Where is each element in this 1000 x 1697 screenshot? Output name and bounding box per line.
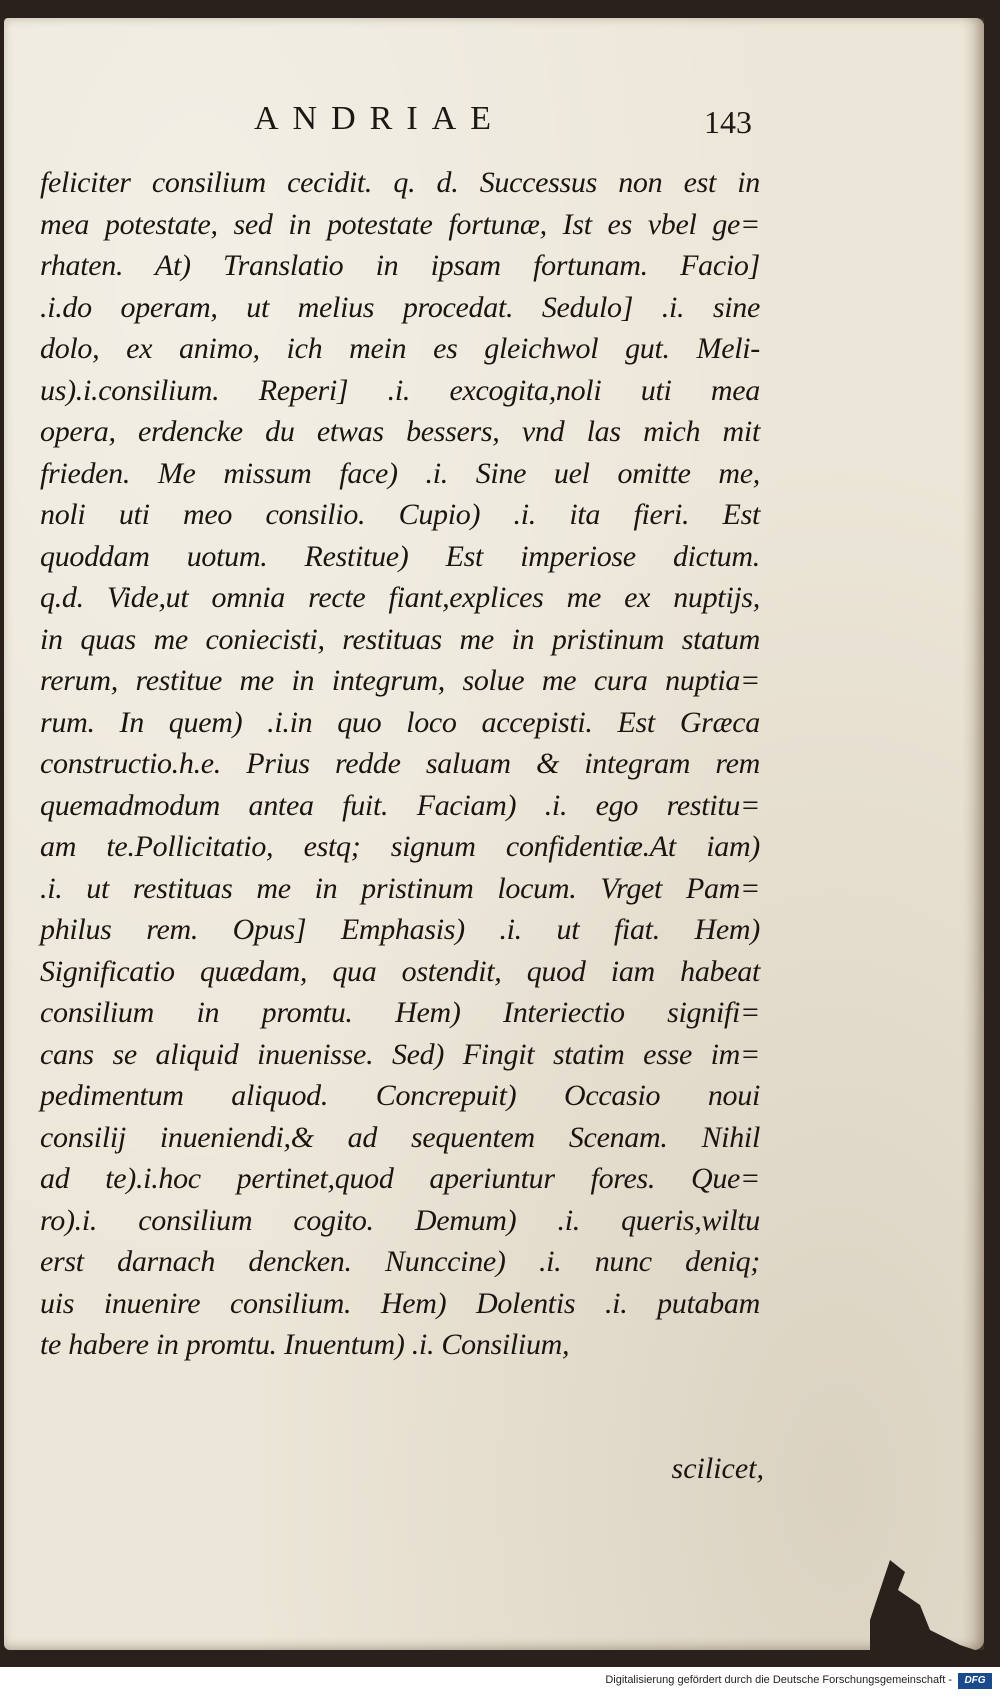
text-line: quoddam uotum. Restitue) Est imperiose dictum.: [40, 539, 760, 573]
text-line: philus rem. Opus] Emphasis) .i. ut fiat. Hem): [40, 913, 760, 946]
text-line: uis inuenire consilium. Hem) Dolentis .i. putabam: [40, 1286, 760, 1320]
text-line: erst darnach dencken. Nunccine) .i. nunc deniq;: [40, 1245, 760, 1278]
text-line: consilium in promtu. Hem) Interiectio signifi=: [40, 996, 760, 1029]
digitization-footer: [0, 1667, 1000, 1697]
text-line: rerum, restitue me in integrum, solue me cura nuptia=: [40, 664, 760, 697]
text-line: consilij inueniendi,& ad sequentem Scenam. Nihil: [40, 1120, 760, 1154]
torn-corner: [870, 1560, 990, 1660]
text-line: q.d. Vide,ut omnia recte fiant,explices me ex nuptijs,: [40, 581, 760, 614]
text-line: us).i.consilium. Reperi] .i. excogita,noli uti mea: [40, 373, 760, 407]
text-line: feliciter consilium cecidit. q. d. Successus non est in: [40, 166, 760, 199]
text-line: rhaten. At) Translatio in ipsam fortunam. Facio]: [40, 249, 760, 282]
text-line: quemadmodum antea fuit. Faciam) .i. ego restitu=: [40, 788, 760, 822]
text-line: mea potestate, sed in potestate fortunæ, Ist es vbel ge=: [40, 207, 760, 241]
text-line: .i.do operam, ut melius procedat. Sedulo] .i. sine: [40, 290, 760, 324]
text-line: Significatio quædam, qua ostendit, quod iam habeat: [40, 954, 760, 988]
text-line: ad te).i.hoc pertinet,quod aperiuntur fores. Que=: [40, 1162, 760, 1195]
dfg-logo: DFG: [958, 1673, 992, 1689]
text-line: noli uti meo consilio. Cupio) .i. ita fieri. Est: [40, 498, 760, 531]
catchword: scilicet,: [671, 1452, 764, 1485]
text-line: opera, erdencke du etwas bessers, vnd las mich mit: [40, 415, 760, 448]
text-line: cans se aliquid inuenisse. Sed) Fingit statim esse im=: [40, 1037, 760, 1071]
text-line: constructio.h.e. Prius redde saluam & integram rem: [40, 747, 760, 780]
text-line: am te.Pollicitatio, estq; signum confidentiæ.At iam): [40, 830, 760, 863]
text-line: rum. In quem) .i.in quo loco accepisti. Est Græca: [40, 705, 760, 739]
page-number: 143: [704, 104, 752, 140]
commentary-text: [40, 162, 760, 1366]
text-line: pedimentum aliquod. Concrepuit) Occasio noui: [40, 1079, 760, 1112]
funding-credit: Digitalisierung gefördert durch die Deutsche Forschungsgemeinschaft -: [605, 1674, 952, 1686]
page-edge-shadow: [962, 18, 984, 1650]
running-head: ANDRIAE: [254, 100, 505, 137]
text-line: in quas me coniecisti, restituas me in pristinum statum: [40, 622, 760, 656]
text-line: te habere in promtu. Inuentum) .i. Consilium,: [40, 1328, 570, 1361]
text-line: ro).i. consilium cogito. Demum) .i. queris,wiltu: [40, 1203, 760, 1237]
text-line: frieden. Me missum face) .i. Sine uel omitte me,: [40, 456, 760, 490]
book-page: [4, 18, 984, 1650]
text-line: .i. ut restituas me in pristinum locum. Vrget Pam=: [40, 871, 760, 905]
text-line: dolo, ex animo, ich mein es gleichwol gut. Meli-: [40, 332, 760, 365]
